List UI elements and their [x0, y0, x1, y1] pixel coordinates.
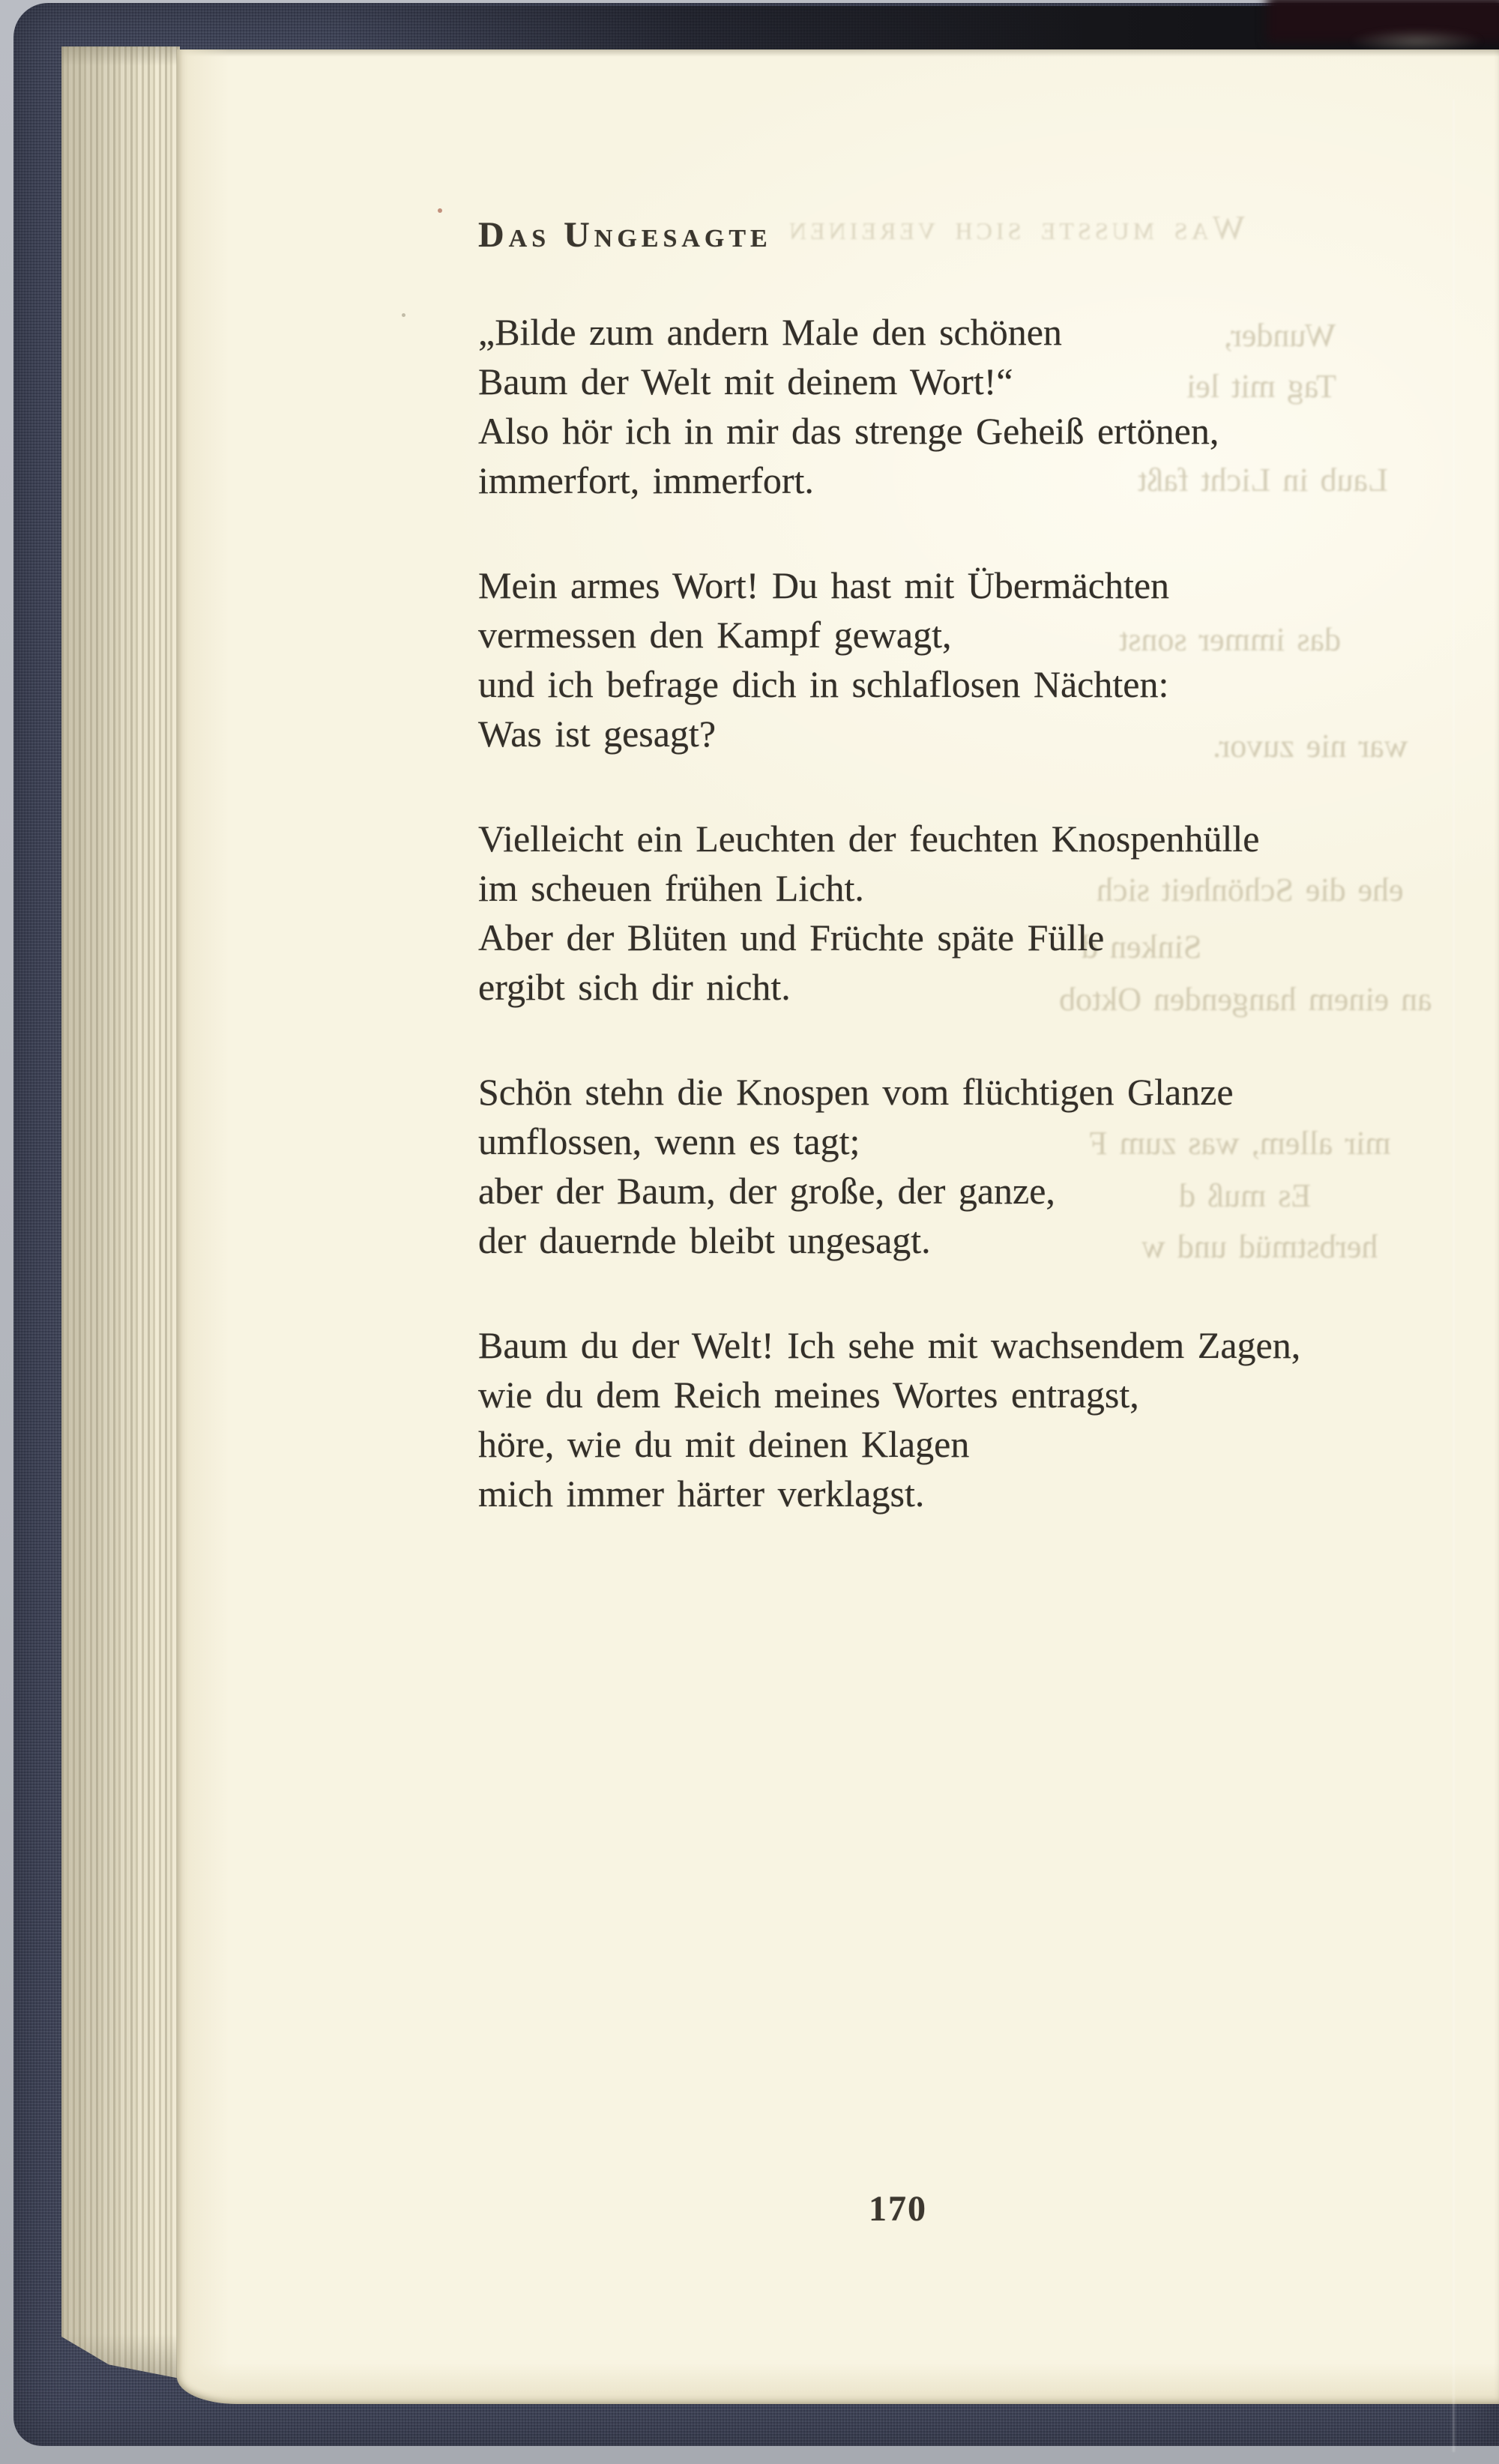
poem-line: ergibt sich dir nicht.	[478, 966, 791, 1008]
ghost-showthrough-line: ehe die Schönheit sich	[1097, 872, 1404, 908]
ghost-showthrough-line: Sinken d	[1082, 928, 1202, 965]
ghost-showthrough-line: Es muß d	[1179, 1177, 1312, 1214]
page-number: 170	[869, 2189, 927, 2229]
poem-line: Aber der Blüten und Früchte späte Fülle	[478, 917, 1105, 958]
ghost-showthrough-line: mir allem, was zum F	[1089, 1125, 1391, 1162]
ghost-showthrough-line: Laub in Licht faßt	[1138, 462, 1388, 498]
poem-text-block	[478, 211, 1475, 1518]
poem-stanza	[478, 814, 1475, 1012]
poem-line: Mein armes Wort! Du hast mit Übermächten	[478, 564, 1170, 606]
poem-line: umflossen, wenn es tagt;	[478, 1120, 860, 1162]
poem-line: Vielleicht ein Leuchten der feuchten Knospenhülle	[478, 818, 1260, 860]
poem-line: immerfort, immerfort.	[478, 459, 814, 501]
poem-line: und ich befrage dich in schlaflosen Nächten:	[478, 663, 1169, 705]
poem-stanza	[478, 1320, 1475, 1518]
poem-line: Also hör ich in mir das strenge Geheiß ertönen,	[478, 410, 1219, 452]
poem-line: aber der Baum, der große, der ganze,	[478, 1170, 1055, 1212]
poem-line: vermessen den Kampf gewagt,	[478, 614, 952, 656]
dust-speck	[402, 313, 405, 317]
poem-line: im scheuen frühen Licht.	[478, 867, 864, 909]
poem-line: der dauernde bleibt ungesagt.	[478, 1219, 931, 1261]
page-edge-stack	[61, 46, 180, 2379]
poem-line: wie du dem Reich meines Wortes entragst,	[478, 1374, 1139, 1416]
poem-stanza	[478, 307, 1475, 505]
poem-line: höre, wie du mit deinen Klagen	[478, 1423, 970, 1465]
poem-line: mich immer härter verklagst.	[478, 1473, 925, 1515]
ghost-showthrough-line: Wunder,	[1224, 317, 1336, 354]
ghost-showthrough-line: war nie zuvor.	[1213, 728, 1408, 764]
dust-speck	[438, 208, 442, 213]
poem-stanza	[478, 561, 1475, 758]
ghost-showthrough-line: an einem hangenden Oktob	[1059, 981, 1432, 1018]
ghost-showthrough-line: Was musste sich vereinen	[785, 208, 1245, 247]
ghost-showthrough-line: Tag mit lei	[1186, 368, 1336, 405]
poem-body	[478, 307, 1475, 1518]
ghost-showthrough-line: das immer sonst	[1119, 621, 1341, 658]
book-page	[177, 49, 1499, 2404]
poem-title: Das Ungesagte	[478, 215, 772, 255]
poem-line: Baum du der Welt! Ich sehe mit wachsendem Zagen,	[478, 1324, 1301, 1366]
poem-line: Schön stehn die Knospen vom flüchtigen Glanze	[478, 1071, 1234, 1113]
poem-line: „Bilde zum andern Male den schönen	[478, 311, 1062, 353]
poem-line: Was ist gesagt?	[478, 713, 717, 755]
poem-stanza	[478, 1067, 1475, 1265]
poem-line: Baum der Welt mit deinem Wort!“	[478, 360, 1013, 402]
ghost-showthrough-line: herbstmüd und w	[1141, 1228, 1378, 1265]
